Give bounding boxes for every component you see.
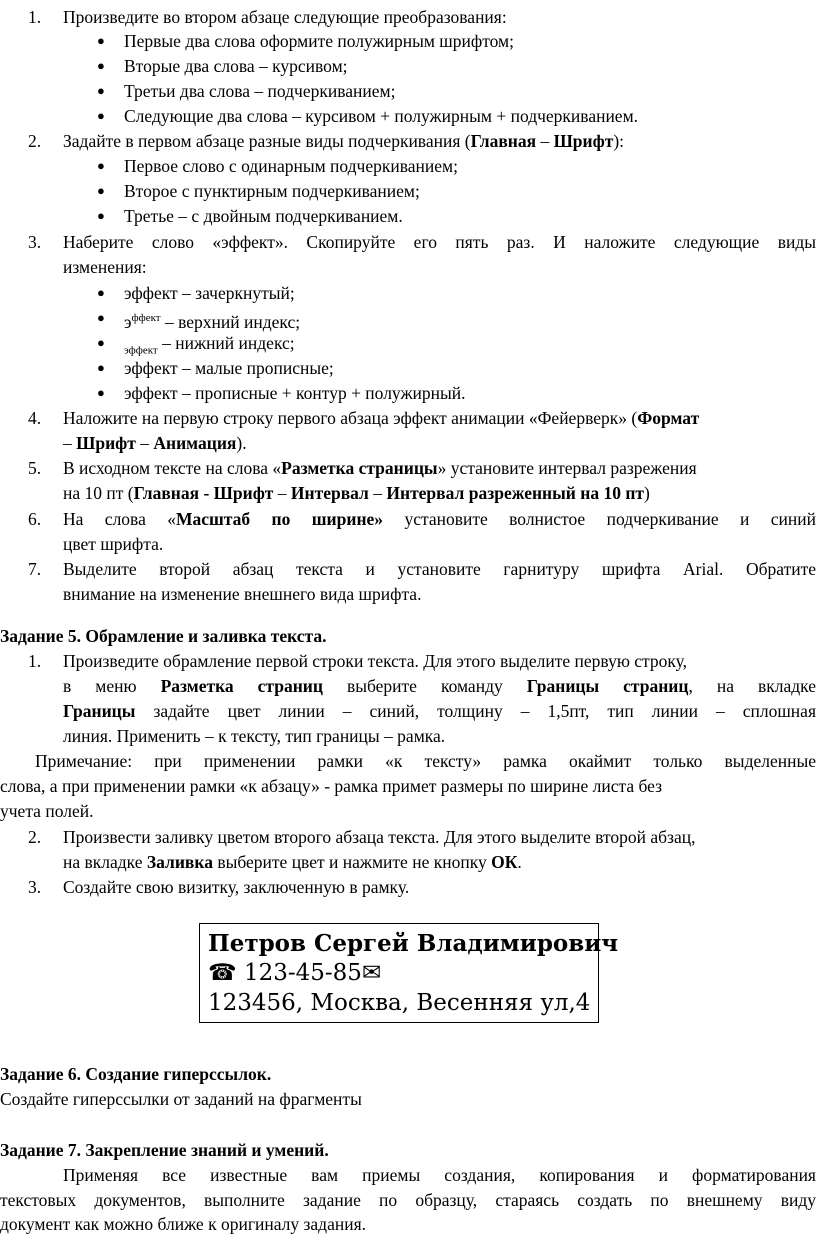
list-item-text: Наберите слово «эффект». Скопируйте его пять раз. И наложите следующие виды bbox=[63, 232, 816, 252]
bullet-icon: ● bbox=[97, 158, 105, 173]
list-number: 2. bbox=[28, 131, 42, 151]
bullet-icon: ● bbox=[97, 58, 105, 73]
bullet-icon: ● bbox=[97, 285, 105, 300]
list-item-text: на 10 пт (Главная - Шрифт – Интервал – Интервал разреженный на 10 пт) bbox=[63, 483, 650, 503]
paragraph-text: Создайте гиперссылки от заданий на фрагменты bbox=[0, 1089, 362, 1109]
list-number: 4. bbox=[28, 408, 42, 428]
list-number: 3. bbox=[28, 232, 42, 252]
list-item-text: в меню Разметка страниц выберите команду Границы страниц, на вкладке bbox=[63, 676, 816, 696]
section-heading: Задание 7. Закрепление знаний и умений. bbox=[0, 1140, 329, 1160]
note-text: Примечание: при применении рамки «к тексту» рамка окаймит только выделенные bbox=[35, 751, 816, 771]
bullet-icon: ● bbox=[97, 83, 105, 98]
bullet-item: Вторые два слова – курсивом; bbox=[124, 56, 348, 76]
note-text: учета полей. bbox=[0, 801, 94, 821]
envelope-icon: ✉ bbox=[361, 960, 382, 986]
bullet-item: $_{эффект}$ – нижний индекс; bbox=[124, 333, 295, 357]
card-phone-line bbox=[208, 960, 381, 986]
list-item-text: – Шрифт – Анимация). bbox=[63, 433, 247, 453]
paragraph-text: Применяя все известные вам приемы создания, копирования и форматирования bbox=[63, 1165, 816, 1185]
list-number: 3. bbox=[28, 877, 42, 897]
card-name: Петров Сергей Владимирович bbox=[208, 930, 619, 957]
list-number: 6. bbox=[28, 509, 42, 529]
list-number: 1. bbox=[28, 651, 42, 671]
list-item-text: Произвести заливку цветом второго абзаца текста. Для этого выделите второй абзац, bbox=[63, 827, 696, 847]
note-text: слова, а при применении рамки «к абзацу» - рамка примет размеры по ширине листа без bbox=[0, 776, 663, 796]
bullet-item: Следующие два слова – курсивом + полужирным + подчеркиванием. bbox=[124, 106, 639, 126]
bullet-icon: ● bbox=[97, 335, 105, 350]
section-heading: Задание 6. Создание гиперссылок. bbox=[0, 1064, 272, 1084]
list-item-text: В исходном тексте на слова «Разметка страницы» установите интервал разрежения bbox=[63, 458, 697, 478]
list-item-text: на вкладке Заливка выберите цвет и нажмите не кнопку ОК. bbox=[63, 852, 522, 872]
bullet-icon: ● bbox=[97, 183, 105, 198]
section-heading: Задание 5. Обрамление и заливка текста. bbox=[0, 626, 327, 646]
list-item-text: Выделите второй абзац текста и установите гарнитуру шрифта Arial. Обратите bbox=[63, 559, 816, 579]
bullet-icon: ● bbox=[97, 108, 105, 123]
list-item-text: Создайте свою визитку, заключенную в рамку. bbox=[63, 877, 410, 897]
list-number: 2. bbox=[28, 827, 42, 847]
bullet-item: эффект – прописные + контур + полужирный. bbox=[124, 383, 466, 403]
bullet-icon: ● bbox=[97, 208, 105, 223]
list-item-text: Границы задайте цвет линии – синий, толщину – 1,5пт, тип линии – сплошная bbox=[63, 701, 816, 721]
phone-icon: ☎ bbox=[208, 960, 237, 986]
bullet-item: $э^{ффект}$ – верхний индекс; bbox=[124, 311, 301, 332]
paragraph-text: документ как можно ближе к оригиналу задания. bbox=[0, 1214, 367, 1234]
list-number: 5. bbox=[28, 458, 42, 478]
list-item-text: внимание на изменение внешнего вида шрифта. bbox=[63, 584, 422, 604]
list-item-text: Наложите на первую строку первого абзаца эффект анимации «Фейерверк» (Формат bbox=[63, 408, 700, 428]
bullet-icon: ● bbox=[97, 33, 105, 48]
bullet-item: эффект – малые прописные; bbox=[124, 358, 334, 378]
bullet-item: Третье – с двойным подчеркиванием. bbox=[124, 206, 403, 226]
list-item-text: изменения: bbox=[63, 257, 147, 277]
list-item-text: Задайте в первом абзаце разные виды подчеркивания (Главная – Шрифт): bbox=[63, 131, 625, 151]
business-card bbox=[199, 923, 619, 1023]
bullet-item: Первое слово с одинарным подчеркиванием; bbox=[124, 156, 458, 176]
bullet-icon: ● bbox=[97, 385, 105, 400]
bullet-item: Первые два слова оформите полужирным шрифтом; bbox=[124, 31, 514, 51]
list-item-text: линия. Применить – к тексту, тип границы – рамка. bbox=[63, 726, 446, 746]
card-address: 123456, Москва, Весенняя ул,4 bbox=[208, 990, 591, 1016]
list-item-text: Произведите обрамление первой строки текста. Для этого выделите первую строку, bbox=[63, 651, 688, 671]
list-item-text: цвет шрифта. bbox=[63, 534, 164, 554]
list-item-text: На слова «Масштаб по ширине» установите волнистое подчеркивание и синий bbox=[63, 509, 816, 529]
bullet-item: эффект – зачеркнутый; bbox=[124, 283, 295, 303]
paragraph-text: текстовых документов, выполните задание по образцу, стараясь создать по внешнему виду bbox=[0, 1190, 816, 1210]
list-number: 7. bbox=[28, 559, 42, 579]
bullet-item: Третьи два слова – подчеркиванием; bbox=[124, 81, 396, 101]
bullet-icon: ● bbox=[97, 310, 105, 325]
card-phone: 123-45-85 bbox=[243, 960, 362, 986]
bullet-item: Второе с пунктирным подчеркиванием; bbox=[124, 181, 420, 201]
bullet-icon: ● bbox=[97, 360, 105, 375]
list-number: 1. bbox=[28, 7, 42, 27]
list-item-text: Произведите во втором абзаце следующие преобразования: bbox=[63, 7, 507, 27]
